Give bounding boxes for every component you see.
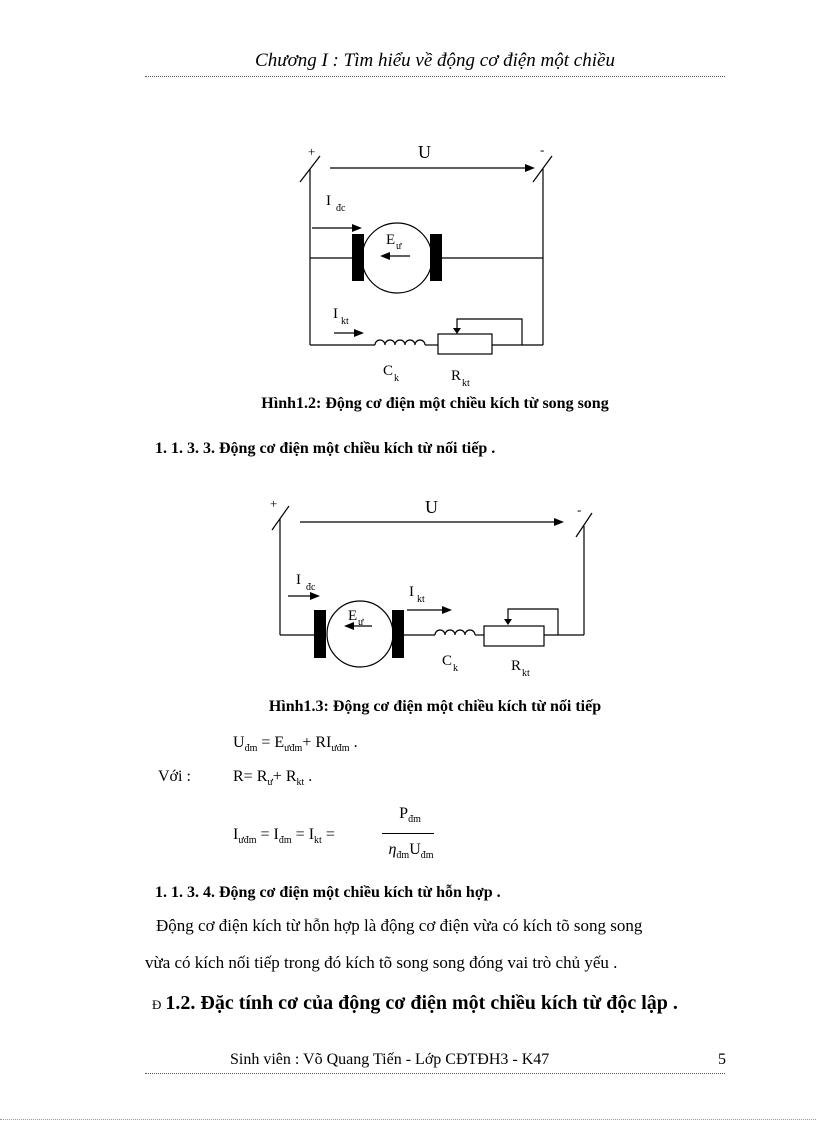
eq3-eq2: = I — [291, 826, 315, 843]
emf-label: E — [348, 608, 358, 624]
eq2-r: R= R — [233, 768, 268, 785]
running-header: Chương I : Tìm hiểu về động cơ điện một chiều — [255, 50, 615, 71]
fraction-numerator — [380, 805, 440, 825]
den-eta: η — [388, 841, 397, 858]
equation-resistance — [233, 768, 312, 788]
eq2-tail: . — [304, 768, 313, 785]
idc-label: I — [296, 572, 301, 588]
rkt-label: R — [511, 658, 522, 674]
field-coil — [375, 340, 425, 345]
header-divider — [145, 76, 725, 77]
figure-caption-1-2: Hình1.2: Động cơ điện một chiều kích từ song song — [261, 395, 609, 412]
rheostat-slider — [508, 609, 558, 635]
field-resistor — [484, 626, 544, 646]
section-title: 1.2. Đặc tính cơ của động cơ điện một chiều kích từ độc lập . — [165, 992, 678, 1014]
eq1-e-sub: ưđm — [284, 743, 303, 755]
rkt-label: R — [451, 368, 462, 384]
eq1-tail: . — [349, 734, 358, 751]
slider-arrow-head — [504, 619, 512, 625]
left-brush — [352, 234, 364, 281]
equation-rated-voltage — [233, 734, 358, 754]
right-brush — [392, 610, 404, 658]
field-resistor — [438, 334, 492, 354]
paragraph-line-1: Động cơ điện kích từ hỗn hợp là động cơ điện vừa có kích tõ song song — [156, 916, 643, 935]
paragraph-line-2: vừa có kích nối tiếp trong đó kích tõ song song đóng vai trò chủ yếu . — [145, 953, 618, 972]
emf-arrow-head — [380, 252, 390, 260]
eq1-u-sub: đm — [244, 743, 258, 755]
ikt-arrow-head — [442, 606, 452, 614]
voi-label: Với : — [158, 768, 191, 785]
emf-subscript: ư — [358, 617, 364, 628]
voltage-arrow-head — [525, 164, 535, 172]
voltage-arrow-head — [554, 518, 564, 526]
emf-label: E — [386, 232, 396, 248]
emf-subscript: ư — [396, 241, 402, 252]
idc-subscript: đc — [306, 582, 316, 593]
plus-label: + — [270, 496, 278, 511]
eq2-r1-sub: ư — [267, 777, 273, 789]
ikt-arrow-head — [354, 329, 364, 337]
idc-subscript: đc — [336, 203, 346, 214]
section-heading-1-1-3-3: 1. 1. 3. 3. Động cơ điện một chiều kích từ nối tiếp . — [155, 440, 496, 457]
plus-label: + — [308, 144, 316, 159]
eq1-ri: + RI — [302, 734, 332, 751]
right-brush — [430, 234, 442, 281]
figure-caption-1-3: Hình1.3: Động cơ điện một chiều kích từ nối tiếp — [268, 698, 602, 715]
eq2-plus-r: + R — [272, 768, 297, 785]
page-bottom-edge — [0, 1119, 816, 1120]
field-coil — [435, 630, 475, 635]
equation-rated-current — [233, 826, 335, 846]
minus-label: - — [577, 502, 582, 517]
idc-arrow-head — [352, 224, 362, 232]
eq1-i-sub: ưđm — [331, 743, 350, 755]
eq2-r2-sub: kt — [296, 777, 305, 789]
ikt-subscript: kt — [341, 316, 349, 327]
ck-label: C — [442, 653, 453, 669]
eq3-i2-sub: đm — [278, 835, 292, 847]
fraction-bar — [382, 833, 434, 834]
num-sub: đm — [408, 814, 421, 826]
ck-label: C — [383, 363, 394, 379]
section-symbol: Đ — [152, 997, 162, 1012]
den-u-sub: đm — [420, 850, 434, 862]
page-number: 5 — [718, 1051, 726, 1068]
eq3-eq3: = — [321, 826, 335, 843]
slider-arrow-head — [453, 328, 461, 334]
eq1-u: U — [233, 734, 245, 751]
section-heading-1-2 — [152, 992, 678, 1015]
eq3-i1: I — [233, 826, 239, 843]
ck-subscript: k — [394, 373, 399, 384]
motor-armature-circle — [327, 601, 393, 667]
footer-student-info: Sinh viên : Võ Quang Tiến - Lớp CĐTĐH3 - K47 — [230, 1051, 550, 1068]
eq1-e: = E — [257, 734, 285, 751]
voltage-label: U — [425, 497, 438, 517]
rheostat-slider — [457, 319, 522, 345]
series-excitation-circuit — [262, 493, 602, 683]
num-p: P — [399, 805, 409, 822]
den-u: U — [409, 841, 421, 858]
fraction-denominator — [376, 841, 446, 861]
section-heading-1-1-3-4: 1. 1. 3. 4. Động cơ điện một chiều kích từ hỗn hợp . — [155, 884, 501, 901]
eq3-i1-sub: ưđm — [238, 835, 257, 847]
minus-label: - — [540, 142, 545, 157]
idc-arrow-head — [310, 592, 320, 600]
voltage-label: U — [418, 142, 431, 162]
ikt-label: I — [333, 306, 338, 322]
ikt-subscript: kt — [417, 594, 425, 605]
ck-subscript: k — [453, 663, 458, 674]
rkt-subscript: kt — [462, 378, 470, 388]
den-eta-sub: đm — [396, 850, 410, 862]
left-brush — [314, 610, 326, 658]
ikt-label: I — [409, 584, 414, 600]
rkt-subscript: kt — [522, 668, 530, 679]
eq3-eq1: = I — [256, 826, 279, 843]
eq3-i3-sub: kt — [314, 835, 322, 847]
motor-armature-circle — [362, 223, 432, 293]
idc-label: I — [326, 193, 331, 209]
parallel-excitation-circuit — [290, 138, 560, 388]
footer-divider — [145, 1073, 725, 1074]
